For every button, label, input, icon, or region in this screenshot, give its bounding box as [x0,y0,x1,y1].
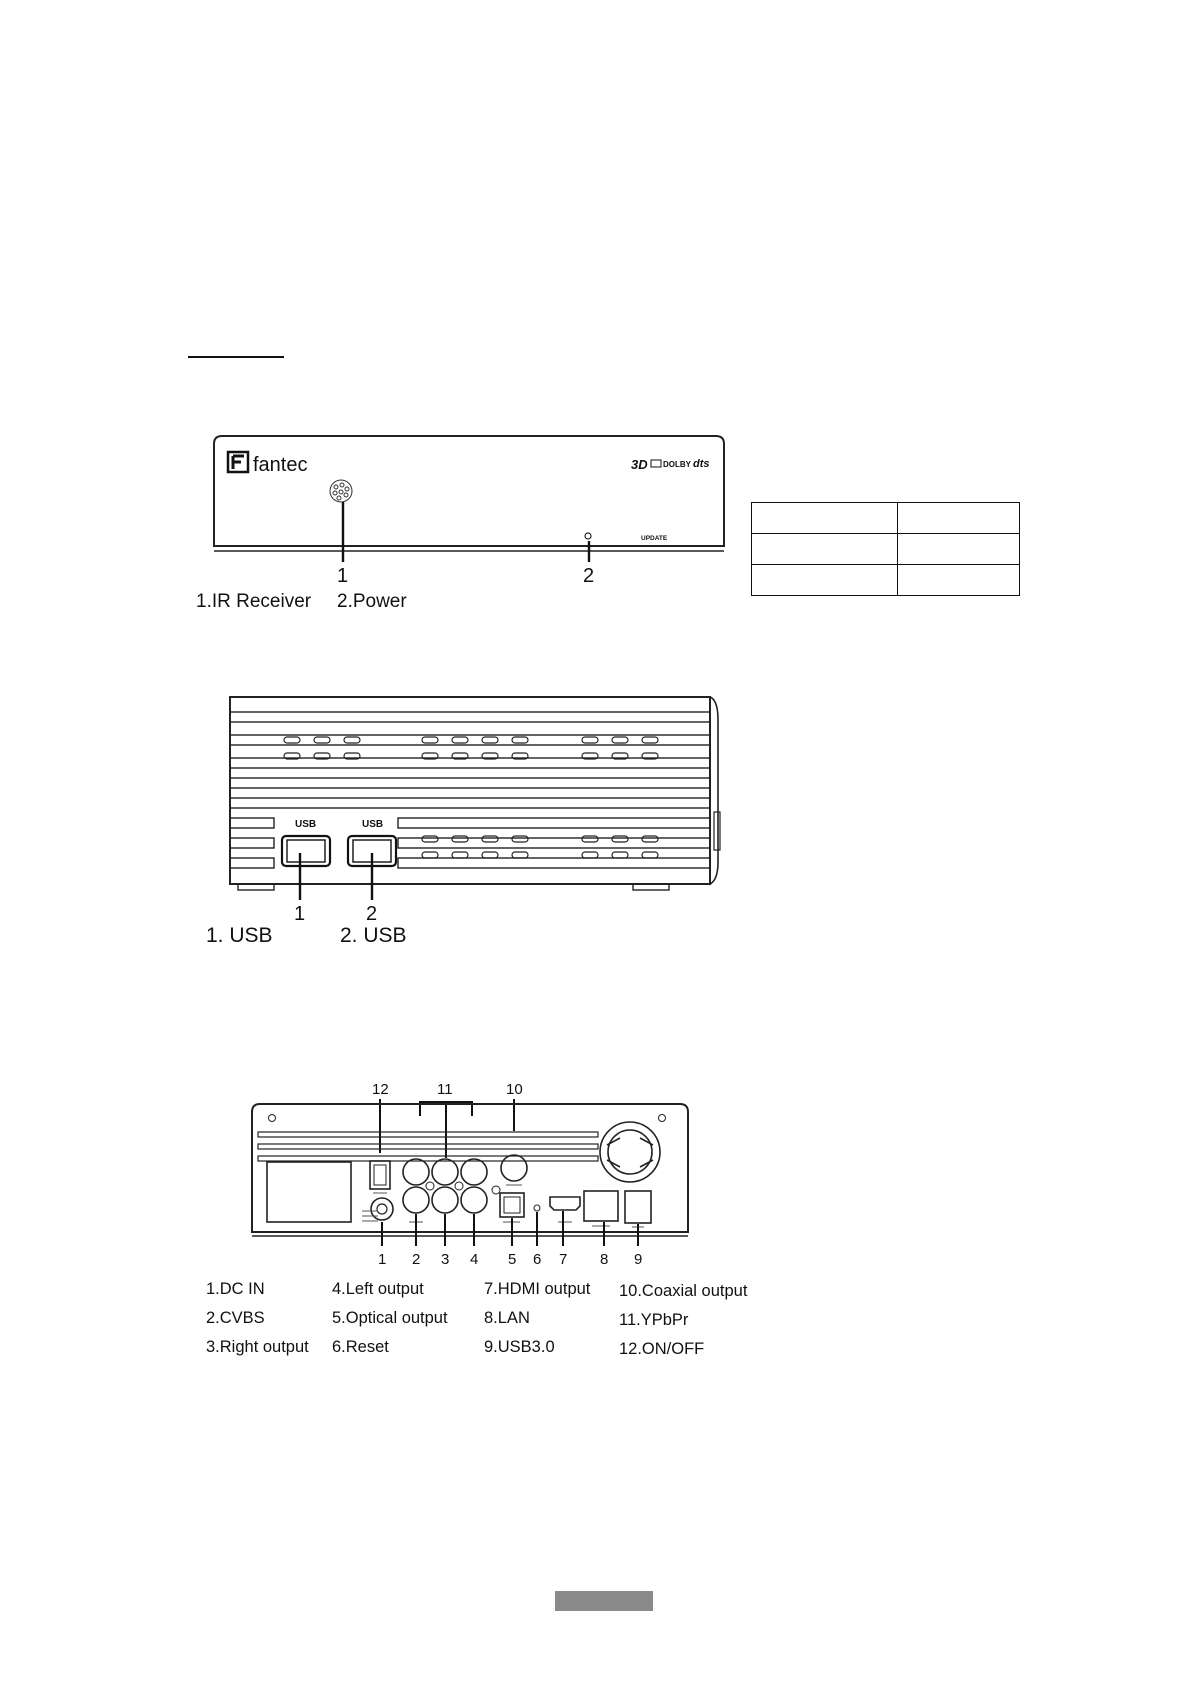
update-label: UPDATE [641,535,668,542]
caption-lan: 8.LAN [484,1309,530,1327]
hdmi-port [550,1197,580,1210]
rear-callout-12: 12 [372,1081,389,1098]
side-callout-2: 2 [366,903,378,925]
caption-hdmi-output: 7.HDMI output [484,1280,591,1298]
rear-callout-10: 10 [506,1081,523,1098]
caption-dc-in: 1.DC IN [206,1280,265,1298]
page-number-tab [555,1591,653,1611]
caption-right-output: 3.Right output [206,1338,309,1356]
rear-callout-3: 3 [441,1251,450,1268]
rear-callout-1: 1 [378,1251,387,1268]
rear-callout-8: 8 [600,1251,609,1268]
caption-cvbs: 2.CVBS [206,1309,265,1327]
caption-power: 2.Power [337,591,407,612]
caption-left-output: 4.Left output [332,1280,424,1298]
rear-callout-7: 7 [559,1251,568,1268]
rear-callout-9: 9 [634,1251,643,1268]
lan-port [584,1191,618,1221]
usb3-port [625,1191,651,1223]
label-plate [267,1162,351,1222]
svg-text:dts: dts [693,458,710,470]
side-callout-1: 1 [294,903,306,925]
rear-callout-5: 5 [508,1251,517,1268]
av-ports [403,1187,487,1213]
caption-optical-output: 5.Optical output [332,1309,448,1327]
rear-callout-6: 6 [533,1251,542,1268]
front-callout-2: 2 [583,565,595,587]
usb-label-2: USB [362,819,384,830]
caption-usb-2: 2. USB [340,924,407,947]
svg-text:3D: 3D [631,457,648,472]
rear-callout-4: 4 [470,1251,479,1268]
caption-usb3: 9.USB3.0 [484,1338,555,1356]
reset-button [534,1205,540,1211]
dc-in-port [371,1198,393,1220]
ypbpr-ports [403,1159,487,1185]
front-callout-1: 1 [337,565,349,587]
svg-text:DOLBY: DOLBY [663,460,691,469]
rear-callout-2: 2 [412,1251,421,1268]
caption-ypbpr: 11.YPbPr [619,1311,689,1329]
brand-text: fantec [253,454,308,476]
caption-coaxial-output: 10.Coaxial output [619,1282,748,1300]
coaxial-port [501,1155,527,1181]
caption-on-off: 12.ON/OFF [619,1340,705,1358]
caption-usb-1: 1. USB [206,924,273,947]
caption-ir-receiver: 1.IR Receiver [196,591,312,612]
fan-grille [600,1122,660,1182]
rear-callout-11: 11 [437,1081,453,1098]
caption-reset: 6.Reset [332,1338,389,1356]
usb-label-1: USB [295,819,317,830]
